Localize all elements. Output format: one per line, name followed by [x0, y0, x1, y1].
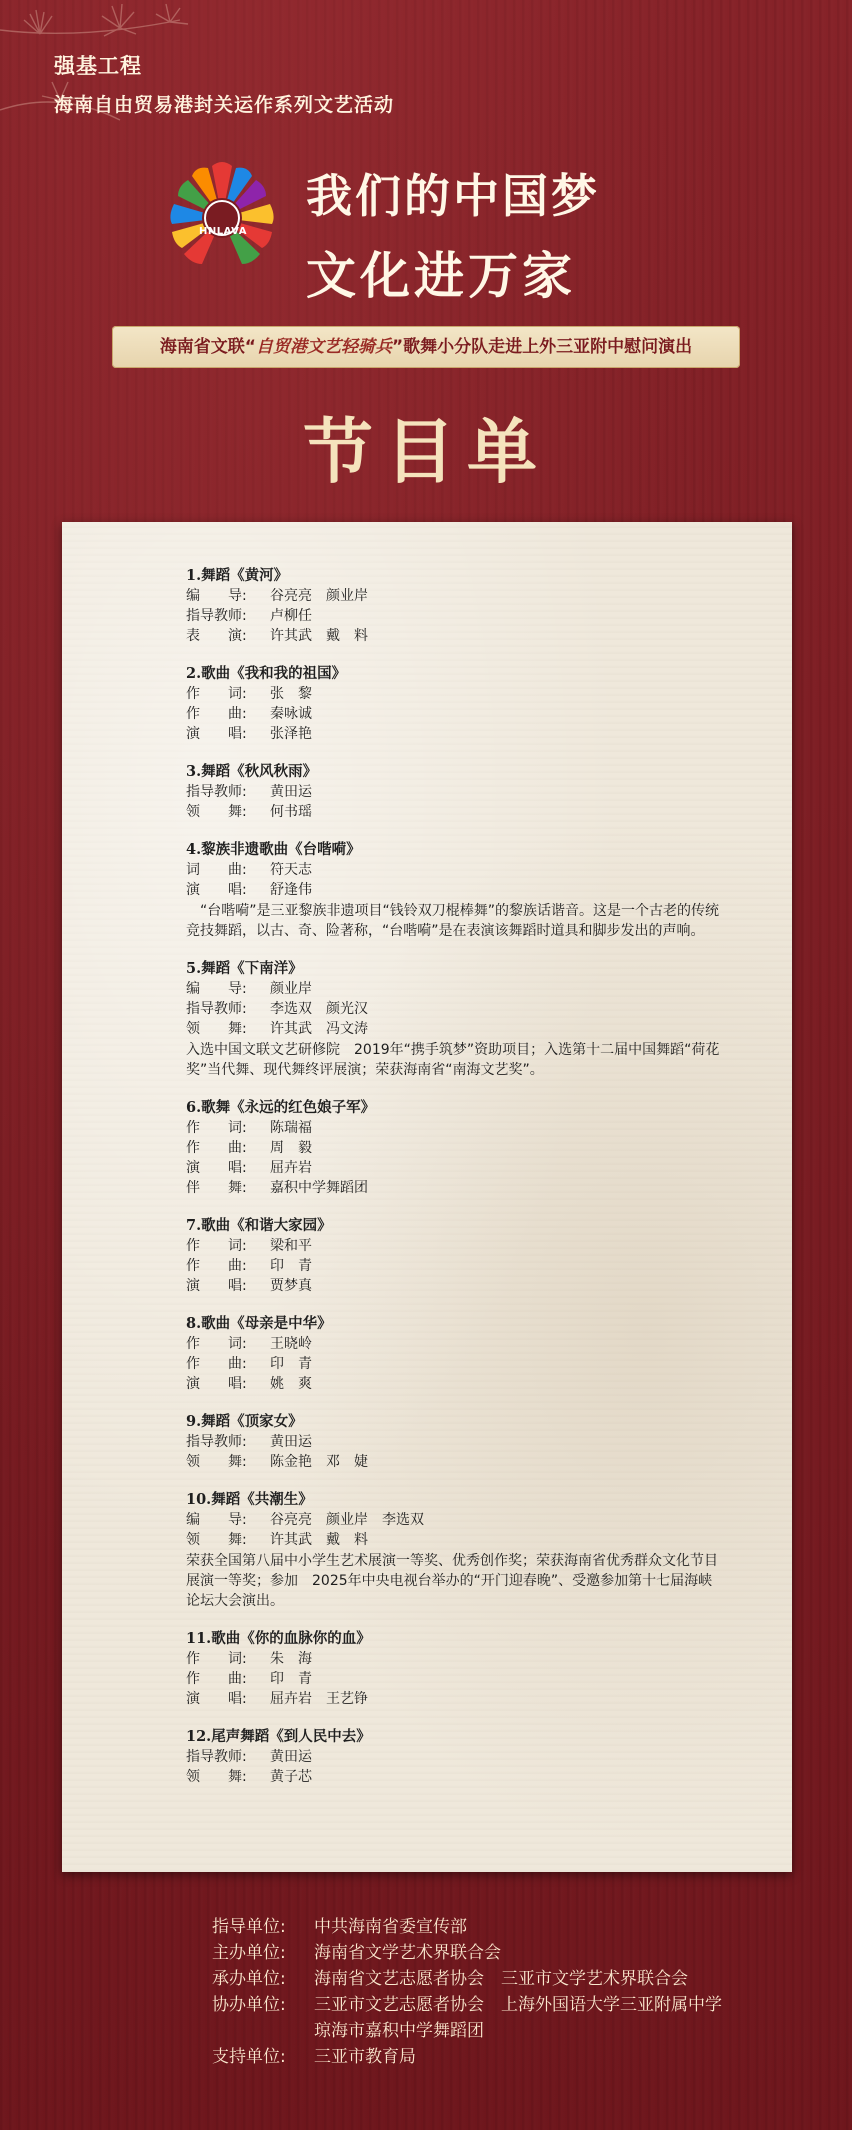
credit-line: [186, 1236, 726, 1256]
organizer-name: 三亚市文艺志愿者协会 上海外国语大学三亚附属中学: [314, 1995, 722, 2015]
organizer-row: [212, 1992, 722, 2044]
banner-prefix: 海南省文联“: [159, 337, 256, 357]
credit-role: 领 舞:: [186, 1021, 247, 1037]
credit-line: [186, 1256, 726, 1276]
program-title: 9.舞蹈《顶家女》: [186, 1413, 303, 1430]
credit-person: 嘉积中学舞蹈团: [270, 1180, 368, 1196]
credit-role: 作 词:: [186, 1238, 247, 1254]
page-title: 节目单: [303, 410, 549, 493]
credit-person: 印 青: [270, 1356, 312, 1372]
credit-person: 谷亮亮 颜业岸 李选双: [270, 1512, 424, 1528]
program-title: 12.尾声舞蹈《到人民中去》: [186, 1728, 371, 1745]
credit-role: 演 唱:: [186, 1278, 247, 1294]
program-item: [186, 1727, 726, 1787]
header-line2: 海南自由贸易港封关运作系列文艺活动: [54, 94, 395, 116]
credit-person: 许其武 冯文涛: [270, 1021, 368, 1037]
credit-line: [186, 802, 726, 822]
organizer-name: 三亚市教育局: [314, 2047, 416, 2067]
credit-person: 陈金艳 邓 婕: [270, 1454, 368, 1470]
organizer-name: 琼海市嘉积中学舞蹈团: [314, 2021, 484, 2041]
credit-role: 指导教师:: [186, 1749, 247, 1765]
credit-role: 作 词:: [186, 1120, 247, 1136]
header-line1: 强基工程: [54, 54, 142, 78]
credit-role: 作 曲:: [186, 1356, 247, 1372]
credit-line: [186, 1510, 726, 1530]
logo-text: HNLAVA: [199, 226, 247, 237]
credit-person: 黄子芯: [270, 1769, 312, 1785]
program-title: 1.舞蹈《黄河》: [186, 567, 289, 584]
program-item: [186, 1490, 726, 1611]
program-item: [186, 959, 726, 1080]
organizer-role: 协办单位:: [212, 1995, 286, 2015]
credit-role: 伴 舞:: [186, 1180, 247, 1196]
program-title: 2.歌曲《我和我的祖国》: [186, 665, 347, 682]
credit-person: 周 毅: [270, 1140, 312, 1156]
credit-line: [186, 1649, 726, 1669]
program-title: 8.歌曲《母亲是中华》: [186, 1315, 332, 1332]
program-item: [186, 566, 726, 646]
credit-person: 颜业岸: [270, 981, 312, 997]
credit-role: 领 舞:: [186, 1769, 247, 1785]
credit-role: 编 导:: [186, 588, 247, 604]
slogan: [306, 160, 600, 308]
credit-person: 黄田运: [270, 1749, 312, 1765]
program-title: 4.黎族非遗歌曲《台喈嗬》: [186, 841, 361, 858]
credit-line: [186, 724, 726, 744]
credit-role: 指导教师:: [186, 1434, 247, 1450]
credit-person: 黄田运: [270, 784, 312, 800]
credit-line: [186, 1138, 726, 1158]
credit-line: [186, 1118, 726, 1138]
organizer-role: 支持单位:: [212, 2047, 286, 2067]
credit-role: 作 曲:: [186, 1258, 247, 1274]
organizer-row: [212, 2044, 722, 2070]
program-item: [186, 840, 726, 941]
credit-role: 作 词:: [186, 1336, 247, 1352]
credit-role: 编 导:: [186, 1512, 247, 1528]
credit-role: 指导教师:: [186, 784, 247, 800]
credit-role: 词 曲:: [186, 862, 247, 878]
credit-person: 许其武 戴 料: [270, 1532, 368, 1548]
program-title: 7.歌曲《和谐大家园》: [186, 1217, 332, 1234]
credits: [212, 1914, 722, 2070]
credit-role: 表 演:: [186, 628, 247, 644]
credit-role: 作 曲:: [186, 1671, 247, 1687]
credit-person: 许其武 戴 料: [270, 628, 368, 644]
credit-line: [186, 1432, 726, 1452]
credit-role: 指导教师:: [186, 1001, 247, 1017]
credit-line: [186, 860, 726, 880]
header: [54, 50, 394, 117]
credit-line: [186, 704, 726, 724]
banner-highlight: 自贸港文艺轻骑兵: [256, 337, 392, 357]
credit-role: 演 唱:: [186, 1376, 247, 1392]
credit-person: 印 青: [270, 1258, 312, 1274]
program-title: 10.舞蹈《共潮生》: [186, 1491, 313, 1508]
credit-line: [186, 1669, 726, 1689]
program-list: [186, 566, 726, 1805]
credit-person: 秦咏诚: [270, 706, 312, 722]
organizer-role: 主办单位:: [212, 1943, 286, 1963]
credit-line: [186, 1747, 726, 1767]
credit-person: 贾梦真: [270, 1278, 312, 1294]
credit-person: 张 黎: [270, 686, 312, 702]
credit-role: 演 唱:: [186, 1691, 247, 1707]
slogan-line2: 文化进万家: [306, 246, 576, 305]
credit-person: 姚 爽: [270, 1376, 312, 1392]
credit-line: [186, 999, 726, 1019]
credit-line: [186, 1334, 726, 1354]
credit-person: 何书瑶: [270, 804, 312, 820]
credit-role: 作 词:: [186, 686, 247, 702]
credit-line: [186, 1767, 726, 1787]
program-description: “台喈嗬”是三亚黎族非遗项目“钱铃双刀棍棒舞”的黎族话谐音。这是一个古老的传统竞技舞蹈，以古、奇、险著称，“台喈嗬”是在表演该舞蹈时道具和脚步发出的声响。: [186, 903, 720, 939]
credit-line: [186, 1354, 726, 1374]
organizer-row: [212, 1966, 722, 1992]
credit-line: [186, 1530, 726, 1550]
program-item: [186, 664, 726, 744]
credit-role: 领 舞:: [186, 804, 247, 820]
organizer-row: [212, 1914, 722, 1940]
credit-line: [186, 626, 726, 646]
event-banner: [112, 326, 740, 368]
credit-line: [186, 606, 726, 626]
program-description: 荣获全国第八届中小学生艺术展演一等奖、优秀创作奖；荣获海南省优秀群众文化节目展演一等奖；参加 2025年中央电视台举办的“开门迎春晚”、受邀参加第十七届海峡论坛大会演出。: [186, 1553, 718, 1609]
credit-line: [186, 782, 726, 802]
program-item: [186, 1629, 726, 1709]
program-description: 入选中国文联文艺研修院 2019年“携手筑梦”资助项目；入选第十二届中国舞蹈“荷花奖”当代舞、现代舞终评展演；荣获海南省“南海文艺奖”。: [186, 1042, 720, 1078]
organizer-role: 指导单位:: [212, 1917, 286, 1937]
organizer-row: [212, 1940, 722, 1966]
program-item: [186, 1098, 726, 1198]
credit-line: [186, 1689, 726, 1709]
program-item: [186, 1314, 726, 1394]
credit-role: 作 曲:: [186, 706, 247, 722]
credit-person: 李选双 颜光汉: [270, 1001, 368, 1017]
credit-person: 屈卉岩: [270, 1160, 312, 1176]
credit-line: [186, 684, 726, 704]
credit-person: 黄田运: [270, 1434, 312, 1450]
program-title: 3.舞蹈《秋风秋雨》: [186, 763, 318, 780]
credit-line: [186, 1019, 726, 1039]
program-title: 11.歌曲《你的血脉你的血》: [186, 1630, 371, 1647]
credit-line: [186, 880, 726, 900]
hands-circle-logo-icon: [148, 162, 296, 274]
credit-role: 领 舞:: [186, 1454, 247, 1470]
credit-role: 演 唱:: [186, 882, 247, 898]
credit-role: 编 导:: [186, 981, 247, 997]
program-title: 6.歌舞《永远的红色娘子军》: [186, 1099, 376, 1116]
credit-person: 张泽艳: [270, 726, 312, 742]
credit-person: 陈瑞福: [270, 1120, 312, 1136]
slogan-line1: 我们的中国梦: [306, 169, 600, 223]
program-item: [186, 1412, 726, 1472]
organizer-name: 海南省文学艺术界联合会: [314, 1943, 501, 1963]
credit-line: [186, 586, 726, 606]
credit-role: 演 唱:: [186, 726, 247, 742]
credit-person: 朱 海: [270, 1651, 312, 1667]
program-item: [186, 1216, 726, 1296]
credit-role: 演 唱:: [186, 1160, 247, 1176]
credit-role: 领 舞:: [186, 1532, 247, 1548]
banner-suffix: ”歌舞小分队走进上外三亚附中慰问演出: [392, 337, 693, 357]
organizer-name: 海南省文艺志愿者协会 三亚市文学艺术界联合会: [314, 1969, 688, 1989]
organizer-role: 承办单位:: [212, 1969, 286, 1989]
credit-person: 卢柳任: [270, 608, 312, 624]
credit-person: 舒逢伟: [270, 882, 312, 898]
program-item: [186, 762, 726, 822]
credit-person: 梁和平: [270, 1238, 312, 1254]
credit-role: 作 词:: [186, 1651, 247, 1667]
credit-line: [186, 1452, 726, 1472]
program-title: 5.舞蹈《下南洋》: [186, 960, 303, 977]
credit-line: [186, 1374, 726, 1394]
credit-person: 屈卉岩 王艺铮: [270, 1691, 368, 1707]
credit-person: 印 青: [270, 1671, 312, 1687]
credit-person: 谷亮亮 颜业岸: [270, 588, 368, 604]
credit-line: [186, 1276, 726, 1296]
credit-line: [186, 1178, 726, 1198]
credit-line: [186, 979, 726, 999]
credit-role: 作 曲:: [186, 1140, 247, 1156]
credit-role: 指导教师:: [186, 608, 247, 624]
credit-person: 符天志: [270, 862, 312, 878]
credit-line: [186, 1158, 726, 1178]
credit-person: 王晓岭: [270, 1336, 312, 1352]
organizer-name: 中共海南省委宣传部: [314, 1917, 467, 1937]
